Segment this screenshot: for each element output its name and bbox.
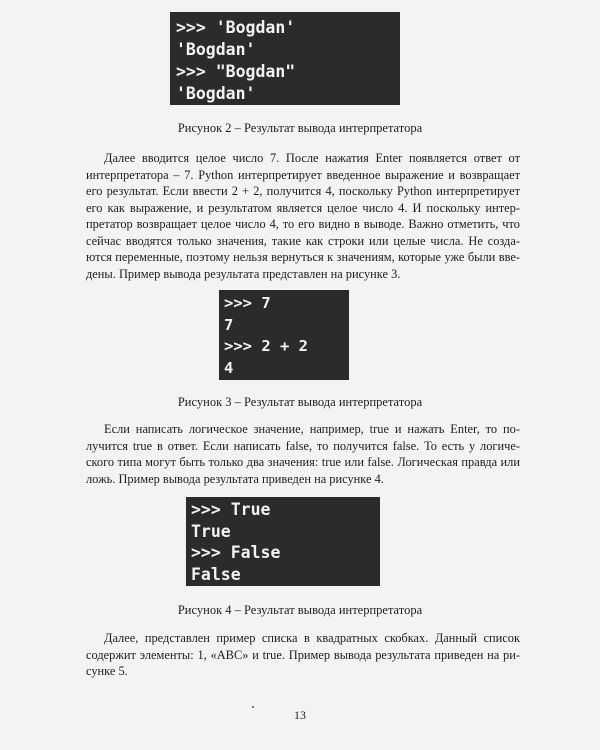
page-number: 13 xyxy=(294,708,306,722)
text-line: его как выражение, и результатом является целое число 4. И поскольку интер- xyxy=(86,200,520,215)
terminal-line: >>> 2 + 2 xyxy=(224,337,308,355)
terminal-line: 'Bogdan' xyxy=(176,84,256,103)
figure-3-caption: Рисунок 3 – Результат вывода интерпретатора xyxy=(177,395,423,409)
figure-3-terminal xyxy=(219,290,349,380)
text-line: интерпретатора – 7. Python интерпретирует введенное выражение и возвращает xyxy=(86,167,520,182)
text-line: ского типа могут быть только два значения: true или false. Логическая правда или xyxy=(86,455,520,469)
terminal-line: False xyxy=(191,564,241,584)
paragraph xyxy=(86,630,520,680)
figure-4-caption: Рисунок 4 – Результат вывода интерпретатора xyxy=(177,603,423,617)
terminal-line: 7 xyxy=(224,315,234,334)
terminal-line: >>> False xyxy=(191,543,281,562)
figure-2-terminal xyxy=(170,12,400,105)
figure-4-terminal xyxy=(186,497,380,586)
text-line: ются переменные, поэтому нельзя вернуться к значениям, которые уже были вве- xyxy=(86,250,520,264)
text-line: сунке 5. xyxy=(86,664,128,678)
text-line: содержит элементы: 1, «ABC» и true. Пример вывода результата приведен на ри- xyxy=(86,647,520,662)
terminal-line: 'Bogdan' xyxy=(176,40,256,59)
figure-2-caption: Рисунок 2 – Результат вывода интерпретатора xyxy=(177,121,423,135)
text-line: претатор возвращает целое число 4, то его видно в выводе. Важно отметить, что xyxy=(86,217,520,231)
text-line: лучится true в ответ. Если написать false, то получится false. То есть у логиче- xyxy=(86,438,520,453)
text-line: его результат. Если ввести 2 + 2, получится 4, поскольку Python интерпретирует xyxy=(86,184,520,198)
terminal-line: >>> 7 xyxy=(224,294,271,312)
text-line: дены. Пример вывода результата представлен на рисунке 3. xyxy=(86,266,401,281)
text-line: Если написать логическое значение, например, true и нажать Enter, то по- xyxy=(104,422,520,436)
text-line: Далее вводится целое число 7. После нажатия Enter появляется ответ от xyxy=(104,151,520,165)
text-line: сейчас вводятся только значения, такие как строки или целые числа. Не созда- xyxy=(86,233,520,248)
terminal-line: >>> True xyxy=(191,500,271,519)
text-line: ложь. Пример вывода результата приведен на рисунке 4. xyxy=(86,471,384,486)
terminal-line: True xyxy=(191,521,231,541)
paragraph xyxy=(86,421,520,487)
terminal-line: 4 xyxy=(224,358,234,377)
paragraph xyxy=(86,150,520,282)
terminal-line: >>> "Bogdan" xyxy=(176,62,296,81)
terminal-line: >>> 'Bogdan' xyxy=(176,18,296,37)
text-line: Далее, представлен пример списка в квадратных скобках. Данный список xyxy=(104,631,520,645)
